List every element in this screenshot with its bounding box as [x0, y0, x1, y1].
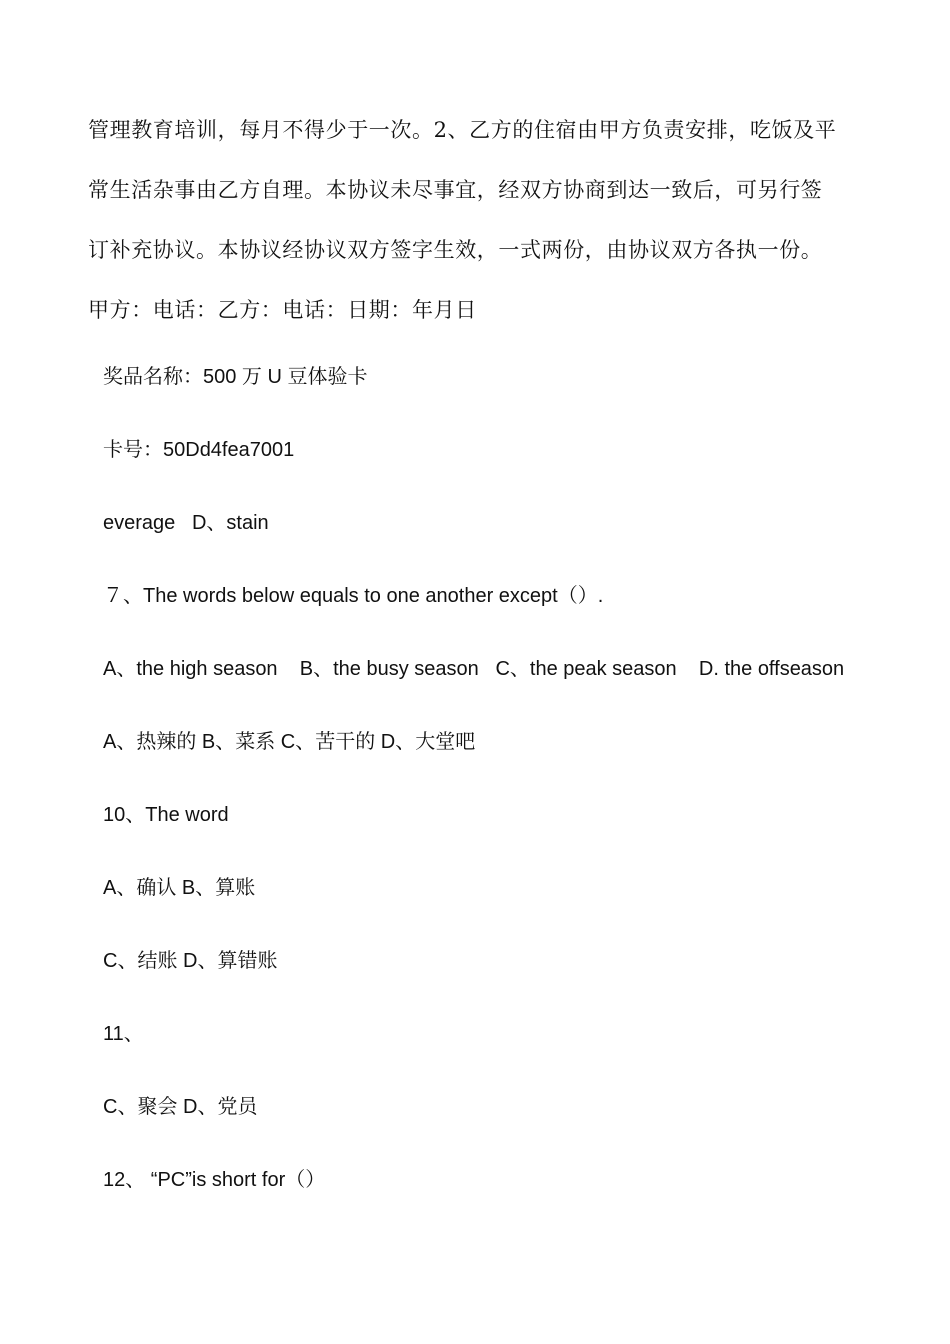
- agreement-line-3: 订补充协议。本协议经协议双方签字生效，一式两份，由协议双方各执一份。: [88, 238, 823, 262]
- vocab-options-line: A、热辣的 B、菜系 C、苦干的 D、大堂吧: [103, 731, 476, 753]
- card-number-line: 卡号：50Dd4fea7001: [103, 439, 295, 461]
- agreement-line-1: 管理教育培训，每月不得少于一次。2、乙方的住宿由甲方负责安排，吃饭及平: [88, 118, 837, 142]
- question-12: 12、 “PC”is short for（）: [103, 1169, 326, 1191]
- question-10-options-ab: A、确认 B、算账: [103, 877, 256, 899]
- agreement-line-2: 常生活杂事由乙方自理。本协议未尽事宜，经双方协商到达一致后，可另行签: [88, 178, 823, 202]
- option-fragment-line: everage D、stain: [103, 512, 269, 534]
- question-10-options-cd: C、结账 D、算错账: [103, 950, 278, 972]
- question-7: ７、The words below equals to one another except（）.: [103, 585, 604, 607]
- agreement-signature-line: 甲方：电话：乙方：电话：日期：年月日: [88, 298, 477, 322]
- question-11-options-cd: C、聚会 D、党员: [103, 1096, 258, 1118]
- prize-name-line: 奖品名称：500 万 U 豆体验卡: [103, 366, 368, 388]
- question-11: 11、: [103, 1023, 144, 1045]
- question-10: 10、The word: [103, 804, 229, 826]
- question-7-options: A、the high season B、the busy season C、the peak season D. the offseason: [103, 658, 845, 680]
